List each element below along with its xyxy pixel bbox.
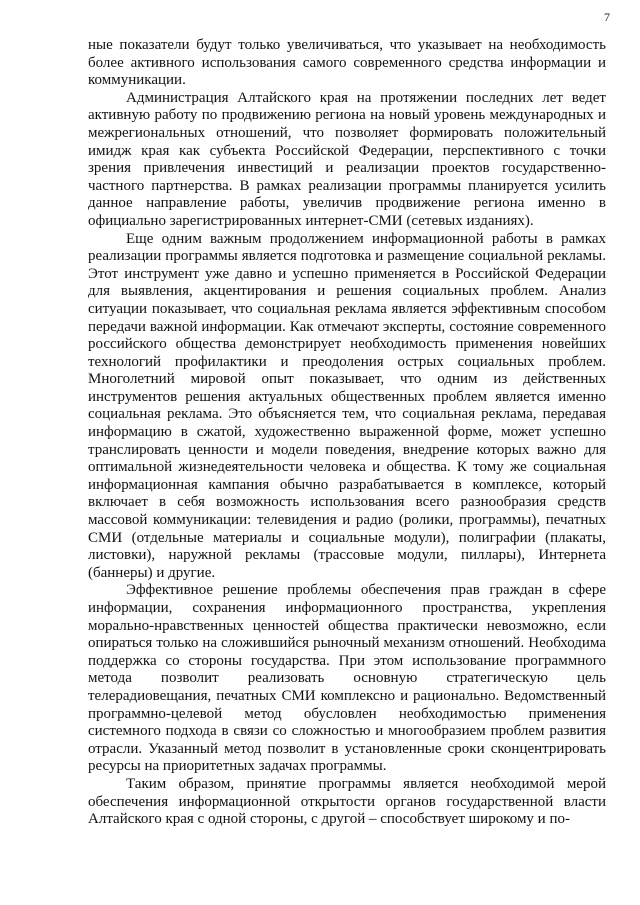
paragraph-state-support: Эффективное решение проблемы обеспечения прав граждан в сфере информации, сохранения информационного пространства, укрепления морально-нравственных ценностей общества практически невозможно, если опираться только на сложившийся рыночный механизм отношений. Необходима поддержка со стороны государства. При этом использование программного метода позволит реализовать основную стратегическую цель телерадиовещания, печатных СМИ комплексно и рационально. Ведомственный программно-целевой метод обусловлен необходимостью применения системного подхода в связи со сложностью и многообразием проблем развития отрасли. Указанный метод позволит в установленные сроки сконцентрировать ресурсы на приоритетных задачах программы. bbox=[88, 582, 606, 775]
page-number: 7 bbox=[604, 10, 610, 24]
paragraph-continuation: ные показатели будут только увеличиваться, что указывает на необходимость более активного использования самого современного средства информации и коммуникации. bbox=[88, 37, 606, 89]
paragraph-administration: Администрация Алтайского края на протяжении последних лет ведет активную работу по продвижению региона на новый уровень международных и межрегиональных отношений, что позволяет формировать положительный имидж края как субъекта Российской Федерации, перспективного с точки зрения привлечения инвестиций и реализации проектов государственно-частного партнерства. В рамках реализации программы планируется усилить данное направление работы, увеличив продвижение региона именно в официально зарегистрированных интернет-СМИ (сетевых изданиях). bbox=[88, 89, 606, 229]
document-body bbox=[88, 37, 606, 829]
paragraph-social-advertising: Еще одним важным продолжением информационной работы в рамках реализации программы является подготовка и размещение социальной рекламы. Этот инструмент уже давно и успешно применяется в Российской Федерации для выявления, акцентирования и решения социальных проблем. Анализ ситуации показывает, что социальная реклама является эффективным способом передачи важной информации. Как отмечают эксперты, состояние современного российского общества демонстрирует необходимость применения новейших технологий профилактики и преодоления острых социальных проблем. Многолетний мировой опыт показывает, что одним из действенных инструментов решения актуальных общественных проблем является именно социальная реклама. Это объясняется тем, что социальная реклама, передавая информацию в сжатой, художественно выраженной форме, может успешно транслировать ценности и модели поведения, внедрение которых важно для оптимальной жизнедеятельности человека и общества. К тому же социальная информационная кампания обычно разрабатывается в комплексе, который включает в себя возможность использования всего разнообразия средств массовой коммуникации: телевидения и радио (ролики, программы), печатных СМИ (отдельные материалы и социальные модули), полиграфии (плакаты, листовки), наружной рекламы (трассовые модули, пиллары), Интернета (баннеры) и другие. bbox=[88, 230, 606, 581]
paragraph-conclusion: Таким образом, принятие программы является необходимой мерой обеспечения информационной открытости органов государственной власти Алтайского края с одной стороны, с другой – способствует широкому и по- bbox=[88, 775, 606, 828]
